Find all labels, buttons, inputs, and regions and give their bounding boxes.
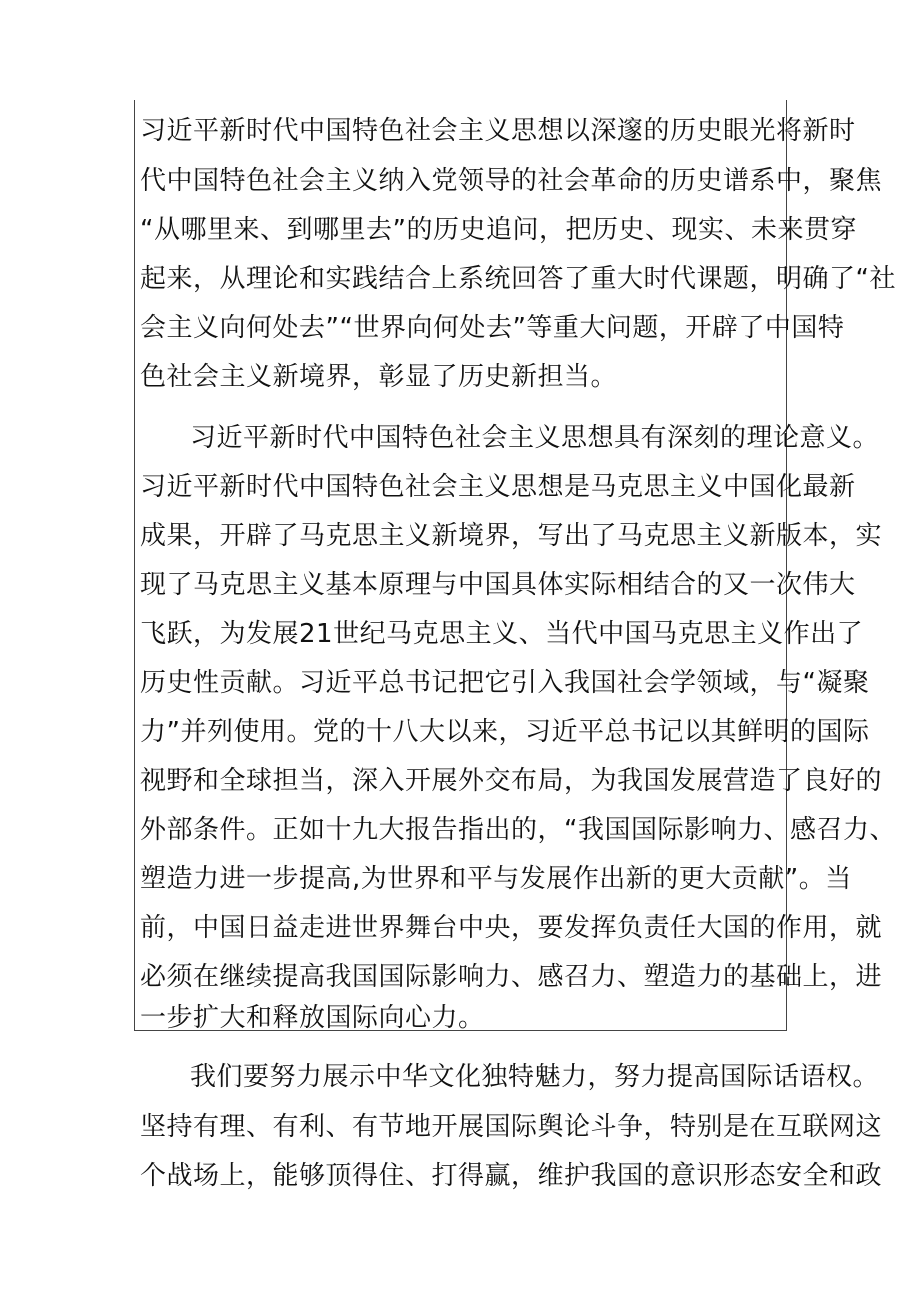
paragraph-3-line-1: 我们要努力展示中华文化独特魅力，努力提高国际话语权。 bbox=[190, 1062, 880, 1092]
paragraph-2-line-6: 历史性贡献。习近平总书记把它引入我国社会学领域，与“凝聚 bbox=[140, 668, 870, 698]
paragraph-2-line-13: 一步扩大和释放国际向心力。 bbox=[140, 1003, 485, 1033]
paragraph-2-line-1: 习近平新时代中国特色社会主义思想具有深刻的理论意义。 bbox=[190, 423, 880, 453]
paragraph-3-line-2: 坚持有理、有利、有节地开展国际舆论斗争，特别是在互联网这 bbox=[140, 1112, 883, 1142]
paragraph-2-line-8: 视野和全球担当，深入开展外交布局，为我国发展营造了良好的 bbox=[140, 766, 883, 796]
paragraph-1-line-4: 起来，从理论和实践结合上系统回答了重大时代课题，明确了“社 bbox=[140, 264, 896, 294]
paragraph-1-line-5: 会主义向何处去”“世界向何处去”等重大问题，开辟了中国特 bbox=[140, 313, 845, 343]
paragraph-2-line-4: 现了马克思主义基本原理与中国具体实际相结合的又一次伟大 bbox=[140, 570, 856, 600]
paragraph-1-line-6: 色社会主义新境界，彰显了历史新担当。 bbox=[140, 362, 618, 392]
paragraph-1-line-1: 习近平新时代中国特色社会主义思想以深邃的历史眼光将新时 bbox=[140, 116, 856, 146]
paragraph-1-line-2: 代中国特色社会主义纳入党领导的社会革命的历史谱系中，聚焦 bbox=[140, 166, 883, 196]
paragraph-2-line-12: 必须在继续提高我国国际影响力、感召力、塑造力的基础上，进 bbox=[140, 962, 883, 992]
paragraph-2-line-7: 力”并列使用。党的十八大以来，习近平总书记以其鲜明的国际 bbox=[140, 717, 870, 747]
paragraph-2-line-10: 塑造力进一步提高,为世界和平与发展作出新的更大贡献”。当 bbox=[140, 864, 852, 894]
paragraph-2-line-2: 习近平新时代中国特色社会主义思想是马克思主义中国化最新 bbox=[140, 472, 856, 502]
paragraph-1-line-3: “从哪里来、到哪里去”的历史追问，把历史、现实、未来贯穿 bbox=[140, 215, 857, 245]
paragraph-2-line-11: 前，中国日益走进世界舞台中央，要发挥负责任大国的作用，就 bbox=[140, 913, 883, 943]
paragraph-2-line-3: 成果，开辟了马克思主义新境界，写出了马克思主义新版本，实 bbox=[140, 521, 883, 551]
paragraph-3-line-3: 个战场上，能够顶得住、打得赢，维护我国的意识形态安全和政 bbox=[140, 1161, 883, 1191]
paragraph-2-line-5: 飞跃，为发展21世纪马克思主义、当代中国马克思主义作出了 bbox=[140, 619, 864, 649]
paragraph-2-line-9: 外部条件。正如十九大报告指出的，“我国国际影响力、感召力、 bbox=[140, 815, 896, 845]
